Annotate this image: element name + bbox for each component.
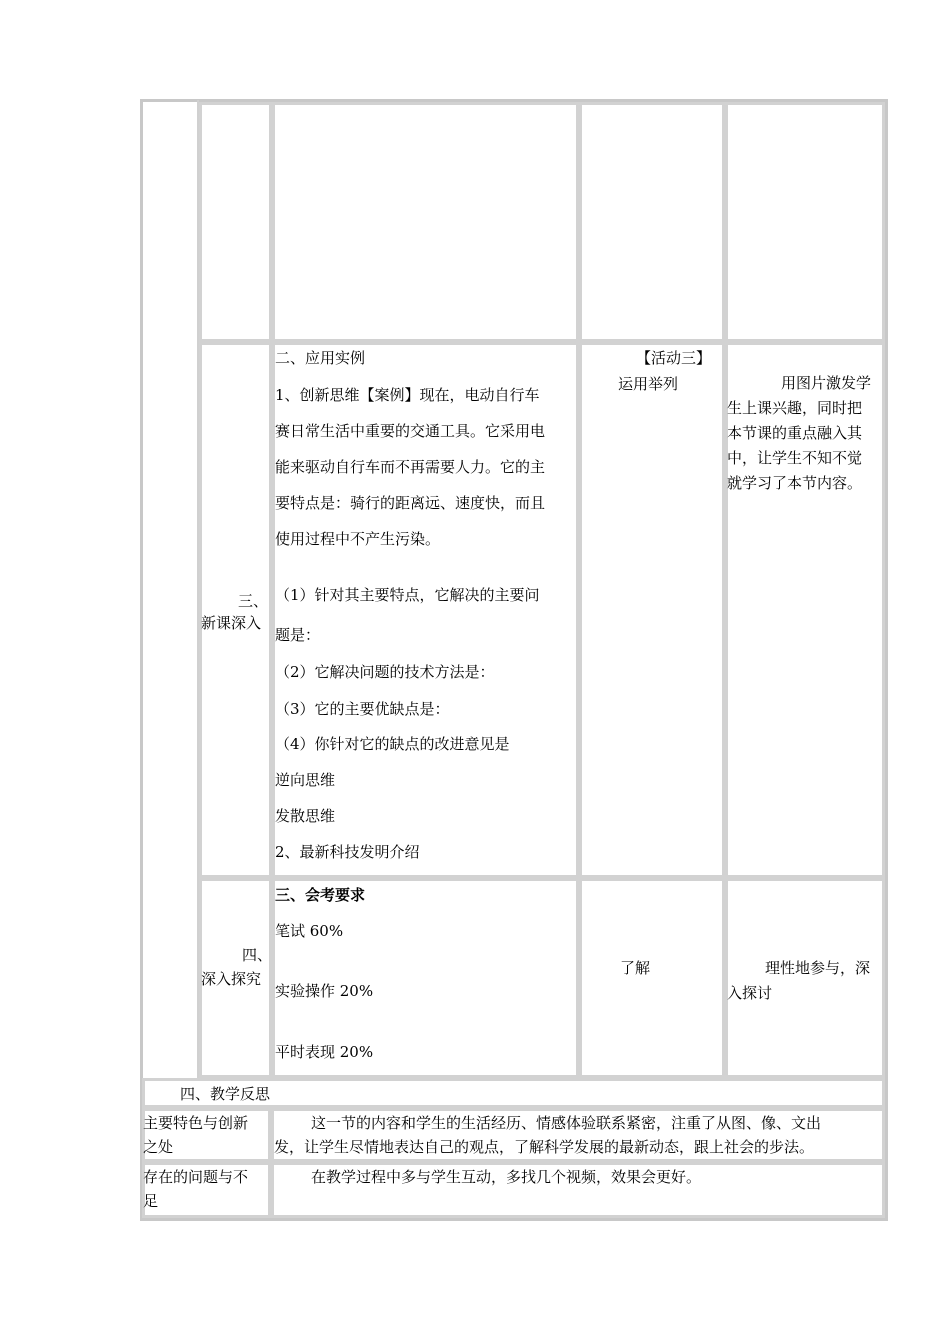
row4-section-name: 深入探究 xyxy=(201,970,262,988)
feature-label-line: 之处 xyxy=(143,1138,174,1156)
row3-activity-title: 【活动三】 xyxy=(636,349,712,367)
row1-section-cell xyxy=(199,102,272,342)
intent-line: 入探讨 xyxy=(727,984,773,1002)
row4-heading: 三、会考要求 xyxy=(275,886,366,904)
content-line: （2）它解决问题的技术方法是： xyxy=(275,663,495,681)
row1-content-cell xyxy=(272,102,579,342)
content-line: 赛日常生活中重要的交通工具。它采用电 xyxy=(275,422,546,440)
requirement-item: 实验操作 20% xyxy=(275,982,374,1000)
content-line: 使用过程中不产生污染。 xyxy=(275,530,441,548)
intent-line: 用图片激发学 xyxy=(781,374,872,392)
content-line: （4）你针对它的缺点的改进意见是 xyxy=(275,735,510,753)
intent-line: 就学习了本节内容。 xyxy=(727,474,863,492)
row4-activity: 了解 xyxy=(620,959,651,977)
row4-activity-cell xyxy=(579,878,725,1078)
intent-line: 中，让学生不知不觉 xyxy=(727,449,863,467)
feature-text-line: 发，让学生尽情地表达自己的观点，了解科学发展的最新动态，跟上社会的步法。 xyxy=(274,1138,815,1156)
requirement-item: 平时表现 20% xyxy=(275,1043,374,1061)
problem-label-line: 足 xyxy=(143,1192,159,1210)
row3-section-name: 新课深入 xyxy=(201,614,262,632)
requirement-item: 笔试 60% xyxy=(275,922,344,940)
intent-line: 理性地参与，深 xyxy=(765,959,871,977)
intent-line: 生上课兴趣，同时把 xyxy=(727,399,863,417)
content-line: （3）它的主要优缺点是： xyxy=(275,700,450,718)
row3-activity-name: 运用举列 xyxy=(618,375,679,393)
row1-activity-cell xyxy=(579,102,725,342)
row3-section-number: 三、 xyxy=(238,592,269,610)
content-line: 1、创新思维【案例】现在，电动自行车 xyxy=(275,386,540,404)
intent-line: 本节课的重点融入其 xyxy=(727,424,863,442)
content-line: （1）针对其主要特点，它解决的主要问 xyxy=(275,586,540,604)
row4-section-number: 四、 xyxy=(242,946,273,964)
row3-activity-cell xyxy=(579,342,725,878)
content-line: 逆向思维 xyxy=(275,771,336,789)
content-line: 2、最新科技发明介绍 xyxy=(275,843,420,861)
reflection-title: 四、教学反思 xyxy=(180,1085,271,1103)
row1-intent-cell xyxy=(725,102,885,342)
problem-text: 在教学过程中多与学生互动，多找几个视频，效果会更好。 xyxy=(311,1168,702,1186)
feature-label-line: 主要特色与创新 xyxy=(143,1114,249,1132)
problem-label-line: 存在的问题与不 xyxy=(143,1168,249,1186)
content-line: 能来驱动自行车而不再需要人力。它的主 xyxy=(275,458,546,476)
content-line: 题是： xyxy=(275,626,321,644)
feature-text-line: 这一节的内容和学生的生活经历、情感体验联系紧密，注重了从图、像、文出 xyxy=(311,1114,822,1132)
content-line: 二、应用实例 xyxy=(275,349,366,367)
content-line: 要特点是：骑行的距离远、速度快，而且 xyxy=(275,494,546,512)
content-line: 发散思维 xyxy=(275,807,336,825)
